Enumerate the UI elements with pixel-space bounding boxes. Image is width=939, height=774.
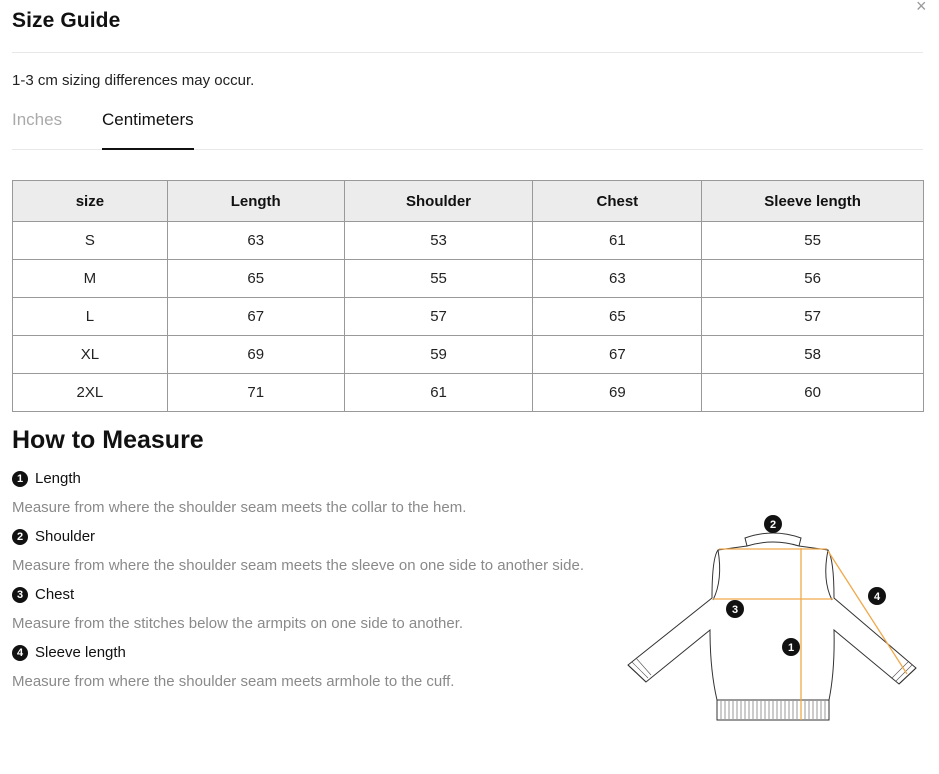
table-cell: 63 (533, 260, 702, 298)
table-cell: 59 (344, 336, 533, 374)
table-row (13, 260, 924, 298)
marker-label: 2 (769, 519, 777, 531)
page-title: Size Guide (12, 9, 121, 32)
marker-label: 4 (873, 591, 881, 603)
column-header-sleeve-length: Sleeve length (702, 181, 924, 222)
column-header-chest: Chest (533, 181, 702, 222)
table-cell: M (13, 260, 168, 298)
measure-item-title: Length (35, 470, 81, 487)
table-cell: 61 (533, 222, 702, 260)
table-cell: S (13, 222, 168, 260)
table-cell: 65 (533, 298, 702, 336)
marker-label: 3 (731, 604, 739, 616)
table-row (13, 374, 924, 412)
table-cell: 65 (167, 260, 344, 298)
table-cell: 61 (344, 374, 533, 412)
sweater-measurement-diagram (620, 510, 925, 725)
measure-item-sleeve-length (12, 644, 126, 661)
measure-item-description: Measure from the stitches below the armpits on one side to another. (12, 615, 464, 632)
table-cell: 69 (167, 336, 344, 374)
sweater-cuff-right (899, 668, 916, 684)
table-cell: 63 (167, 222, 344, 260)
marker-3 (726, 600, 744, 618)
table-cell: 67 (533, 336, 702, 374)
sweater-outline (628, 546, 916, 700)
number-badge: 1 (12, 471, 28, 487)
table-cell: 56 (702, 260, 924, 298)
table-cell: L (13, 298, 168, 336)
close-icon[interactable]: × (916, 0, 927, 16)
marker-4 (868, 587, 886, 605)
table-cell: 67 (167, 298, 344, 336)
tab-centimeters[interactable]: Centimeters (102, 110, 194, 150)
table-row (13, 298, 924, 336)
table-cell: 2XL (13, 374, 168, 412)
number-badge: 3 (12, 587, 28, 603)
table-cell: XL (13, 336, 168, 374)
how-to-measure-title: How to Measure (12, 426, 204, 454)
table-cell: 58 (702, 336, 924, 374)
measure-item-description: Measure from where the shoulder seam meets the sleeve on one side to another side. (12, 557, 584, 574)
sweater-armhole-left (713, 550, 720, 600)
divider (12, 52, 923, 53)
measure-item-title: Chest (35, 586, 75, 603)
table-row (13, 336, 924, 374)
measure-item-description: Measure from where the shoulder seam meets the collar to the hem. (12, 499, 467, 516)
table-cell: 69 (533, 374, 702, 412)
table-cell: 55 (344, 260, 533, 298)
sleeve-measure-line (828, 551, 907, 674)
table-cell: 57 (344, 298, 533, 336)
sizing-note: 1-3 cm sizing differences may occur. (12, 72, 255, 89)
column-header-shoulder: Shoulder (344, 181, 533, 222)
measure-item-length (12, 470, 81, 487)
table-cell: 53 (344, 222, 533, 260)
sweater-collar (745, 533, 801, 546)
marker-1 (782, 638, 800, 656)
column-header-length: Length (167, 181, 344, 222)
number-badge: 2 (12, 529, 28, 545)
column-header-size: size (13, 181, 168, 222)
marker-2 (764, 515, 782, 533)
number-badge: 4 (12, 645, 28, 661)
table-header-row (13, 181, 924, 222)
measure-item-chest (12, 586, 74, 603)
measure-item-title: Sleeve length (35, 644, 126, 661)
unit-tabs (12, 110, 923, 150)
table-cell: 60 (702, 374, 924, 412)
measure-item-description: Measure from where the shoulder seam meets armhole to the cuff. (12, 673, 455, 690)
table-cell: 71 (167, 374, 344, 412)
table-cell: 55 (702, 222, 924, 260)
measure-item-shoulder (12, 528, 95, 545)
measure-item-title: Shoulder (35, 528, 96, 545)
table-row (13, 222, 924, 260)
table-cell: 57 (702, 298, 924, 336)
sweater-rib-lines (632, 658, 912, 719)
tab-inches[interactable]: Inches (12, 110, 63, 129)
marker-label: 1 (787, 642, 795, 654)
size-table (12, 180, 924, 412)
